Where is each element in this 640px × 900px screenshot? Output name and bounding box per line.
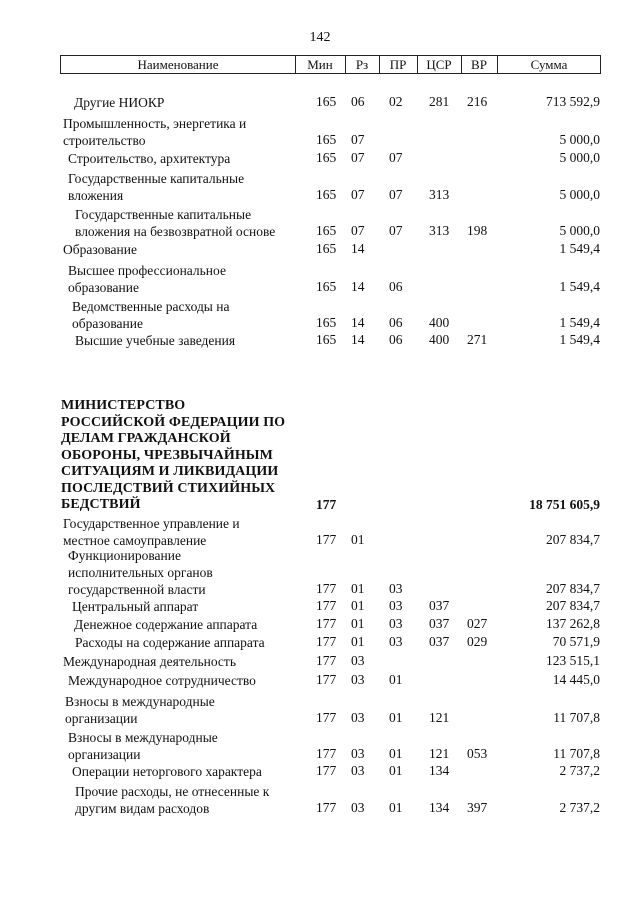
cell-min: 177 (316, 672, 337, 687)
cell-min: 177 (316, 653, 337, 668)
row-name (74, 616, 257, 633)
cell-sum: 11 707,8 (553, 746, 600, 761)
row-name-line: Государственное управление и (63, 516, 240, 531)
cell-pr: 07 (389, 150, 403, 165)
cell-sum: 2 737,2 (559, 763, 600, 778)
cell-sum: 14 445,0 (552, 672, 600, 687)
row-name-line: местное самоуправление (63, 533, 207, 548)
row-name-line: строительство (63, 133, 146, 148)
cell-csr: 037 (429, 598, 450, 613)
cell-rz: 07 (351, 223, 365, 238)
cell-min: 177 (316, 763, 337, 778)
row-name-line: Промышленность, энергетика и (63, 116, 247, 131)
row-name-line: ПОСЛЕДСТВИЙ СТИХИЙНЫХ (61, 480, 276, 496)
cell-min: 165 (316, 150, 337, 165)
cell-sum: 207 834,7 (546, 581, 600, 596)
row-name-line: исполнительных органов (68, 565, 213, 580)
cell-min: 177 (316, 497, 337, 512)
cell-rz: 03 (351, 672, 365, 687)
table-header (60, 55, 601, 74)
row-name-line: Образование (63, 242, 137, 257)
cell-pr: 03 (389, 616, 403, 631)
cell-rz: 03 (351, 800, 365, 815)
row-name-line: организации (65, 711, 138, 726)
cell-sum: 2 737,2 (559, 800, 600, 815)
cell-sum: 70 571,9 (552, 634, 600, 649)
column-header-vr: ВР (471, 57, 487, 72)
row-name-line: Строительство, архитектура (68, 151, 231, 166)
row-name-line: вложения (68, 188, 124, 203)
cell-rz: 14 (351, 241, 365, 256)
row-name-line: другим видам расходов (75, 801, 210, 816)
cell-csr: 400 (429, 332, 450, 347)
row-name (74, 94, 164, 111)
cell-min: 165 (316, 132, 337, 147)
cell-rz: 06 (351, 94, 365, 109)
row-name (68, 672, 256, 689)
cell-sum: 207 834,7 (546, 532, 600, 547)
cell-min: 177 (316, 616, 337, 631)
row-name (72, 598, 198, 615)
cell-pr: 03 (389, 634, 403, 649)
cell-pr: 01 (389, 710, 403, 725)
cell-sum: 18 751 605,9 (529, 497, 600, 512)
row-name (68, 729, 218, 763)
cell-min: 177 (316, 800, 337, 815)
cell-pr: 03 (389, 598, 403, 613)
cell-rz: 14 (351, 279, 365, 294)
cell-csr: 400 (429, 315, 450, 330)
cell-min: 177 (316, 710, 337, 725)
row-name (63, 241, 137, 258)
cell-rz: 14 (351, 315, 365, 330)
row-name (68, 547, 213, 598)
row-name-line: организации (68, 747, 141, 762)
row-name (75, 783, 269, 817)
cell-min: 165 (316, 315, 337, 330)
row-name (75, 206, 275, 240)
cell-sum: 1 549,4 (559, 315, 600, 330)
cell-rz: 01 (351, 634, 365, 649)
cell-csr: 313 (429, 223, 450, 238)
row-name (68, 170, 244, 204)
row-name-line: Взносы в международные (68, 730, 218, 745)
cell-rz: 01 (351, 616, 365, 631)
cell-min: 177 (316, 598, 337, 613)
cell-vr: 027 (467, 616, 488, 631)
cell-sum: 123 515,1 (546, 653, 600, 668)
cell-sum: 5 000,0 (559, 187, 600, 202)
cell-pr: 06 (389, 315, 403, 330)
cell-vr: 198 (467, 223, 488, 238)
row-name-line: вложения на безвозвратной основе (75, 224, 276, 239)
cell-csr: 134 (429, 800, 450, 815)
cell-pr: 06 (389, 332, 403, 347)
row-name-line: РОССИЙСКОЙ ФЕДЕРАЦИИ ПО (61, 414, 286, 430)
column-header-min: Мин (307, 57, 333, 72)
row-name (75, 332, 235, 349)
cell-csr: 037 (429, 634, 450, 649)
row-name-line: СИТУАЦИЯМ И ЛИКВИДАЦИИ (61, 464, 279, 479)
cell-csr: 313 (429, 187, 450, 202)
cell-pr: 01 (389, 672, 403, 687)
cell-rz: 01 (351, 532, 365, 547)
cell-pr: 01 (389, 800, 403, 815)
cell-vr: 029 (467, 634, 488, 649)
row-name-line: Расходы на содержание аппарата (75, 635, 265, 650)
cell-pr: 01 (389, 763, 403, 778)
row-name (75, 634, 265, 651)
page-number: 142 (309, 30, 331, 45)
row-name-line: Прочие расходы, не отнесенные к (75, 784, 270, 799)
cell-pr: 07 (389, 223, 403, 238)
cell-rz: 07 (351, 150, 365, 165)
row-name (68, 262, 226, 296)
cell-min: 165 (316, 187, 337, 202)
row-name-line: ДЕЛАМ ГРАЖДАНСКОЙ (61, 431, 231, 446)
cell-sum: 137 262,8 (546, 616, 600, 631)
cell-min: 177 (316, 746, 337, 761)
row-name (68, 150, 230, 167)
cell-pr: 06 (389, 279, 403, 294)
column-header-sum: Сумма (530, 57, 568, 72)
cell-sum: 1 549,4 (559, 241, 600, 256)
cell-min: 165 (316, 94, 337, 109)
cell-sum: 5 000,0 (559, 132, 600, 147)
cell-csr: 281 (429, 94, 450, 109)
column-header-name: Наименование (137, 57, 219, 72)
cell-min: 165 (316, 332, 337, 347)
cell-vr: 053 (467, 746, 488, 761)
row-name-line: Другие НИОКР (74, 95, 165, 110)
row-name (72, 298, 229, 332)
cell-pr: 07 (389, 187, 403, 202)
row-name-line: Операции неторгового характера (72, 764, 262, 779)
row-name-line: Денежное содержание аппарата (74, 617, 258, 632)
row-name-line: Государственные капитальные (68, 171, 245, 186)
cell-sum: 1 549,4 (559, 279, 600, 294)
row-name-line: образование (72, 316, 143, 331)
row-name-line: МИНИСТЕРСТВО (61, 398, 186, 413)
cell-sum: 11 707,8 (553, 710, 600, 725)
column-header-csr: ЦСР (426, 57, 452, 72)
cell-min: 165 (316, 241, 337, 256)
row-name-line: государственной власти (68, 582, 206, 597)
row-name-line: образование (68, 280, 139, 295)
row-name (61, 398, 285, 514)
cell-rz: 03 (351, 653, 365, 668)
cell-csr: 134 (429, 763, 450, 778)
row-name-line: Международное сотрудничество (68, 673, 256, 688)
column-header-rz: Рз (355, 57, 369, 72)
row-name (63, 653, 236, 670)
cell-sum: 5 000,0 (559, 150, 600, 165)
cell-rz: 07 (351, 187, 365, 202)
row-name-line: Центральный аппарат (72, 599, 199, 614)
row-name-line: БЕДСТВИЙ (61, 497, 141, 512)
cell-rz: 03 (351, 710, 365, 725)
row-name-line: ОБОРОНЫ, ЧРЕЗВЫЧАЙНЫМ (61, 447, 273, 463)
row-name-line: Государственные капитальные (75, 207, 252, 222)
cell-min: 165 (316, 279, 337, 294)
cell-min: 177 (316, 532, 337, 547)
row-name (65, 693, 215, 727)
cell-sum: 1 549,4 (559, 332, 600, 347)
cell-min: 177 (316, 634, 337, 649)
cell-csr: 121 (429, 710, 450, 725)
cell-sum: 713 592,9 (546, 94, 600, 109)
cell-rz: 03 (351, 763, 365, 778)
row-name-line: Высшие учебные заведения (75, 333, 236, 348)
cell-pr: 03 (389, 581, 403, 596)
cell-csr: 037 (429, 616, 450, 631)
cell-pr: 01 (389, 746, 403, 761)
cell-vr: 397 (467, 800, 488, 815)
column-header-pr: ПР (389, 57, 407, 72)
cell-vr: 271 (467, 332, 488, 347)
cell-csr: 121 (429, 746, 450, 761)
cell-min: 165 (316, 223, 337, 238)
cell-rz: 14 (351, 332, 365, 347)
cell-pr: 02 (389, 94, 403, 109)
row-name-line: Ведомственные расходы на (72, 299, 230, 314)
row-name-line: Высшее профессиональное (68, 263, 226, 278)
cell-rz: 01 (351, 598, 365, 613)
cell-rz: 01 (351, 581, 365, 596)
row-name (63, 115, 246, 149)
row-name-line: Международная деятельность (63, 654, 236, 669)
cell-rz: 03 (351, 746, 365, 761)
row-name-line: Функционирование (68, 548, 181, 563)
cell-rz: 07 (351, 132, 365, 147)
cell-min: 177 (316, 581, 337, 596)
cell-sum: 207 834,7 (546, 598, 600, 613)
row-name-line: Взносы в международные (65, 694, 215, 709)
cell-sum: 5 000,0 (559, 223, 600, 238)
cell-vr: 216 (467, 94, 488, 109)
row-name (63, 515, 240, 549)
row-name (72, 763, 262, 780)
